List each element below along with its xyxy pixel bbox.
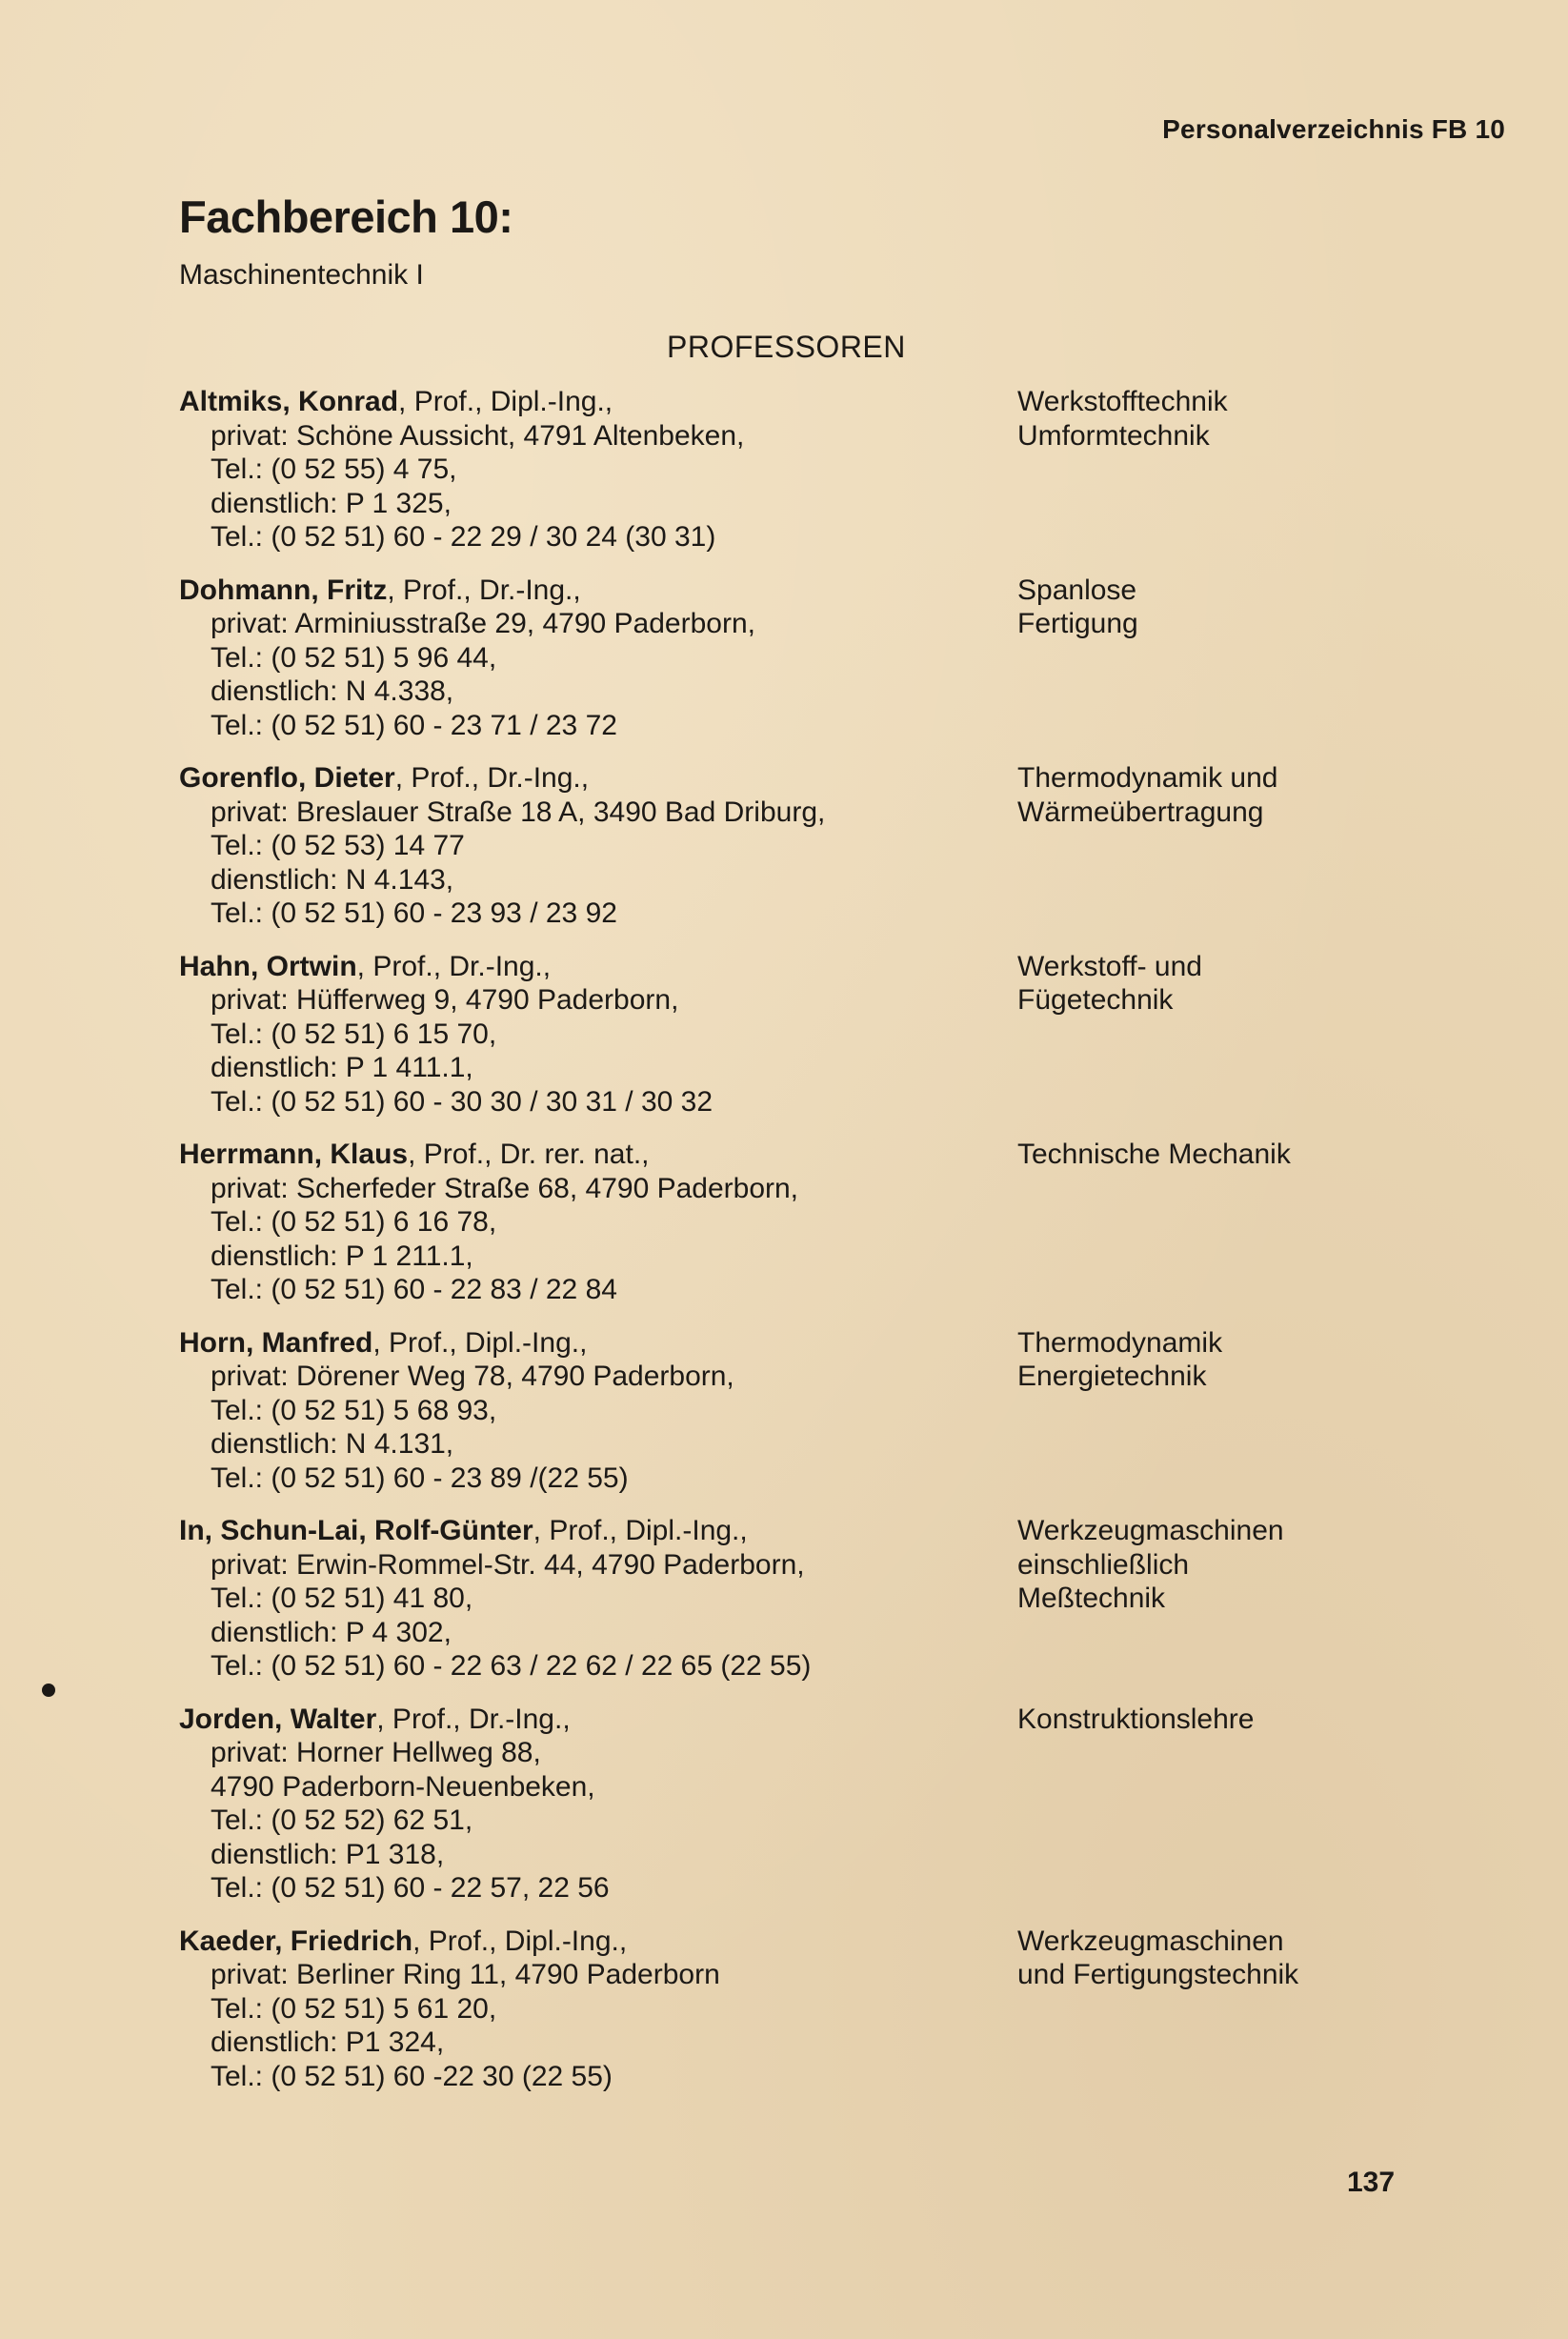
professor-name: Herrmann, Klaus [179, 1139, 409, 1170]
entry-line: Tel.: (0 52 51) 60 - 22 63 / 22 62 / 22 65 (22 55) [211, 1650, 812, 1682]
entry-contact [179, 1138, 1017, 1307]
professor-name: Hahn, Ortwin [179, 950, 357, 982]
entry-line: Tel.: (0 52 51) 60 - 22 83 / 22 84 [211, 1274, 617, 1305]
professor-entry [179, 1326, 1417, 1496]
professor-titles: , Prof., Dr.-Ing., [387, 574, 581, 606]
entry-line: dienstlich: N 4.131, [211, 1428, 454, 1460]
entry-head [179, 574, 1017, 608]
professor-entry [179, 1514, 1417, 1684]
entry-lines [179, 607, 1017, 742]
entry-contact [179, 1514, 1017, 1684]
entry-line: Tel.: (0 52 51) 6 15 70, [211, 1018, 497, 1050]
professor-titles: , Prof., Dr. rer. nat., [408, 1139, 650, 1170]
field-line: Werkzeugmaschinen [1017, 1925, 1284, 1957]
entry-line: Tel.: (0 52 51) 5 68 93, [211, 1394, 497, 1426]
field-line: Fügetechnik [1017, 984, 1174, 1016]
section-heading: PROFESSOREN [667, 330, 906, 364]
ink-speck [42, 1684, 55, 1697]
entry-lines [179, 1548, 1017, 1684]
entry-line: dienstlich: N 4.338, [211, 675, 454, 707]
entry-line: Tel.: (0 52 55) 4 75, [211, 454, 457, 485]
entry-line: dienstlich: P1 318, [211, 1838, 445, 1870]
page-subtitle: Maschinentechnik I [179, 259, 424, 291]
field-line: Fertigung [1017, 608, 1138, 639]
professor-entry [179, 950, 1417, 1119]
professor-name: Jorden, Walter [179, 1703, 377, 1735]
entry-lines [179, 796, 1017, 931]
professor-entry [179, 1703, 1417, 1905]
running-head: Personalverzeichnis FB 10 [1162, 114, 1505, 144]
entry-contact [179, 761, 1017, 931]
professor-name: Dohmann, Fritz [179, 574, 388, 606]
entry-line: Tel.: (0 52 51) 5 96 44, [211, 641, 497, 674]
entry-contact [179, 1925, 1017, 2094]
entry-line: dienstlich: P 1 325, [211, 487, 452, 519]
professor-entry [179, 761, 1417, 931]
professor-titles: , Prof., Dipl.-Ing., [412, 1925, 628, 1957]
field-line: und Fertigungstechnik [1017, 1959, 1299, 1990]
entry-head [179, 950, 1017, 984]
professor-titles: , Prof., Dr.-Ing., [356, 950, 552, 982]
entry-field [1017, 1326, 1417, 1496]
professor-entry [179, 385, 1417, 555]
professor-entry [179, 1925, 1417, 2094]
entry-field [1017, 950, 1417, 1119]
entry-contact [179, 1703, 1017, 1905]
entry-head [179, 1925, 1017, 1959]
entry-line: Tel.: (0 52 51) 6 16 78, [211, 1206, 497, 1238]
entry-field [1017, 1703, 1417, 1905]
professor-name: In, Schun-Lai, Rolf-Günter [179, 1515, 533, 1546]
entry-lines [179, 1360, 1017, 1495]
entry-contact [179, 574, 1017, 743]
entry-field [1017, 761, 1417, 931]
entry-lines [179, 419, 1017, 555]
entry-field [1017, 1138, 1417, 1307]
page-title: Fachbereich 10: [179, 192, 513, 242]
field-line: Thermodynamik [1017, 1326, 1223, 1359]
field-line: Technische Mechanik [1017, 1139, 1291, 1170]
entry-lines [179, 983, 1017, 1119]
entry-line: privat: Horner Hellweg 88, [211, 1737, 541, 1768]
field-line: Energietechnik [1017, 1361, 1207, 1392]
entry-line: Tel.: (0 52 51) 60 - 22 29 / 30 24 (30 31) [211, 521, 716, 553]
entry-line: Tel.: (0 52 51) 60 - 23 71 / 23 72 [211, 709, 617, 741]
professor-list [179, 385, 1417, 2112]
field-line: Spanlose [1017, 574, 1137, 606]
professor-entry [179, 574, 1417, 743]
entry-line: Tel.: (0 52 51) 60 - 23 89 /(22 55) [211, 1462, 629, 1494]
entry-field [1017, 1925, 1417, 2094]
entry-line: privat: Hüfferweg 9, 4790 Paderborn, [211, 984, 679, 1016]
professor-name: Altmiks, Konrad [179, 386, 399, 417]
field-line: einschließlich [1017, 1548, 1190, 1581]
entry-contact [179, 950, 1017, 1119]
professor-titles: , Prof., Dipl.-Ing., [533, 1515, 748, 1546]
professor-titles: , Prof., Dr.-Ing., [394, 762, 590, 794]
professor-name: Gorenflo, Dieter [179, 762, 395, 794]
entry-lines [179, 1958, 1017, 2093]
entry-line: Tel.: (0 52 51) 60 - 22 57, 22 56 [211, 1872, 610, 1904]
entry-line: privat: Breslauer Straße 18 A, 3490 Bad Driburg, [211, 796, 826, 828]
field-line: Wärmeübertragung [1017, 796, 1264, 828]
entry-line: privat: Erwin-Rommel-Str. 44, 4790 Paderborn, [211, 1548, 805, 1581]
entry-line: Tel.: (0 52 53) 14 77 [211, 830, 465, 861]
entry-line: dienstlich: P 1 211.1, [211, 1240, 473, 1272]
entry-contact [179, 385, 1017, 555]
entry-head [179, 1326, 1017, 1361]
entry-line: dienstlich: N 4.143, [211, 863, 454, 896]
entry-contact [179, 1326, 1017, 1496]
entry-lines [179, 1172, 1017, 1307]
entry-line: dienstlich: P1 324, [211, 2026, 445, 2058]
entry-line: Tel.: (0 52 51) 60 - 23 93 / 23 92 [211, 897, 617, 929]
entry-lines [179, 1736, 1017, 1905]
entry-head [179, 1138, 1017, 1172]
entry-line: Tel.: (0 52 51) 5 61 20, [211, 1992, 497, 2025]
professor-titles: , Prof., Dipl.-Ing., [398, 386, 613, 417]
entry-line: dienstlich: P 4 302, [211, 1616, 452, 1648]
professor-entry [179, 1138, 1417, 1307]
field-line: Konstruktionslehre [1017, 1703, 1255, 1735]
entry-line: 4790 Paderborn-Neuenbeken, [211, 1770, 595, 1803]
entry-line: Tel.: (0 52 51) 60 - 30 30 / 30 31 / 30 32 [211, 1085, 714, 1118]
entry-line: Tel.: (0 52 51) 60 -22 30 (22 55) [211, 2060, 613, 2092]
entry-line: Tel.: (0 52 52) 62 51, [211, 1805, 473, 1836]
professor-titles: , Prof., Dr.-Ing., [376, 1703, 571, 1735]
entry-head [179, 385, 1017, 419]
field-line: Thermodynamik und [1017, 762, 1278, 794]
entry-field [1017, 385, 1417, 555]
entry-line: privat: Schöne Aussicht, 4791 Altenbeken, [211, 419, 745, 452]
field-line: Meßtechnik [1017, 1583, 1166, 1614]
entry-line: Tel.: (0 52 51) 41 80, [211, 1583, 473, 1614]
entry-line: privat: Scherfeder Straße 68, 4790 Paderborn, [211, 1172, 799, 1204]
field-line: Werkzeugmaschinen [1017, 1515, 1284, 1546]
professor-name: Horn, Manfred [179, 1326, 373, 1359]
entry-field [1017, 574, 1417, 743]
page-number: 137 [1347, 2167, 1396, 2198]
professor-titles: , Prof., Dipl.-Ing., [372, 1326, 588, 1359]
entry-head [179, 1703, 1017, 1737]
entry-line: privat: Arminiusstraße 29, 4790 Paderborn, [211, 608, 755, 639]
field-line: Werkstofftechnik [1017, 386, 1228, 417]
field-line: Umformtechnik [1017, 419, 1210, 452]
entry-head [179, 761, 1017, 796]
entry-line: privat: Dörener Weg 78, 4790 Paderborn, [211, 1361, 734, 1392]
entry-line: dienstlich: P 1 411.1, [211, 1052, 473, 1083]
entry-line: privat: Berliner Ring 11, 4790 Paderborn [211, 1959, 720, 1990]
entry-field [1017, 1514, 1417, 1684]
professor-name: Kaeder, Friedrich [179, 1925, 413, 1957]
entry-head [179, 1514, 1017, 1548]
field-line: Werkstoff- und [1017, 950, 1202, 982]
